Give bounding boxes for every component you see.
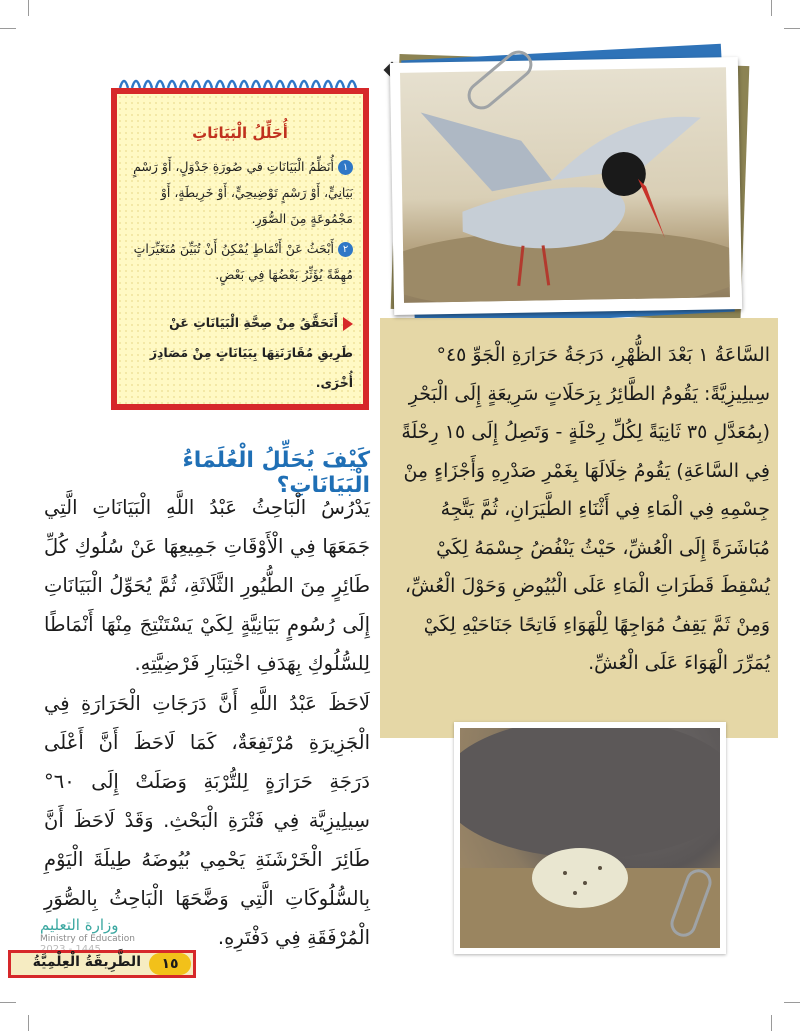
footer-inner	[11, 953, 193, 975]
check-note-text: أَتَحَقَّقُ مِنْ صِحَّةِ الْبَيَانَاتِ عَنْ طَرِيقِ مُقَارَنَتِهَا بِبَيَانَاتٍ مِنْ مَصَادِرَ أُخْرَى.	[149, 315, 353, 390]
ministry-name-en: Ministry of Education	[40, 934, 135, 944]
red-arrow-icon	[343, 317, 353, 331]
tern-illustration	[400, 67, 730, 303]
footer-bar	[8, 950, 196, 978]
number-badge: ١	[338, 160, 353, 175]
number-badge: ٢	[338, 242, 353, 257]
analyze-item-2	[131, 236, 353, 288]
photo-caption: السَّاعَةُ ١ بَعْدَ الظُّهْرِ، دَرَجَةُ حَرَارَةِ الْجَوِّ ٤٥° سِيلِيزِيَّةً: يَقُومُ الطَّائِرُ بِرَحَلَاتٍ سَرِيعَةٍ إِلَى الْبَحْرِ (بِمُعَدَّلِ ٣٥ ثَانِيَةً لِكُلِّ رِحْلَةٍ - وَتَصِلُ إِلَى ١٥ رِحْلَةً فِي السَّاعَةِ) يَقُومُ خِلَالَهَا بِغَمْرِ صَدْرِهِ وَأَجْزَاءٍ مِنْ جِسْمِهِ فِي الْمَاءِ فِي أَثْنَاءِ الطَّيَرَانِ، ثُمَّ يَتَّجِهُ مُبَاشَرَةً إِلَى الْعُشِّ، حَيْثُ يَنْفُضُ جِسْمَهُ لِكَيْ يُسْقِطَ قَطَرَاتِ الْمَاءِ عَلَى الْبُيُوضِ وَحَوْلَ الْعُشِّ، وَمِنْ ثَمَّ يَقِفُ مُوَاجِهًا لِلْهَوَاءِ فَاتِحًا جَنَاحَيْهِ لِكَيْ يُمَرِّرَ الْهَوَاءَ عَلَى الْعُشِّ.	[401, 344, 770, 674]
crop-mark	[28, 0, 29, 16]
analyze-item-text: أَبْحَثُ عَنْ أَنْمَاطٍ يُمْكِنُ أَنْ تُبَيِّنَ مُتَغَيِّرَاتٍ مُهِمَّةً يُؤَثِّرُ بَعْضُهَا فِي بَعْضٍ.	[133, 241, 353, 282]
analyze-box-inner	[117, 94, 363, 404]
crop-mark	[771, 1015, 772, 1031]
analyze-data-box	[111, 88, 369, 410]
ministry-name-ar: وزارة التعليم	[40, 916, 119, 934]
analyze-item-text: أُنَظِّمُ الْبَيَانَاتِ في صُورَةِ جَدْوَلٍ، أَوْ رَسْمٍ بَيَانِيٍّ، أَوْ رَسْمٍ تَوْضِيحِيٍّ، أَوْ خَرِيطَةٍ، أَوْ مَجْمُوعَةٍ مِنَ الصُّوَرِ.	[133, 159, 353, 226]
chapter-title: الطَّرِيقَةُ الْعِلْمِيَّةُ	[32, 954, 141, 970]
crop-mark	[0, 1002, 16, 1003]
page-number: ١٥	[149, 953, 191, 975]
crop-mark	[0, 28, 16, 29]
paragraph-1: يَدْرُسُ الْبَاحِثُ عَبْدُ اللَّهِ الْبَيَانَاتِ الَّتِي جَمَعَهَا فِي الْأَوْقَاتِ جَمِيعِهَا عَنْ سُلُوكِ كُلِّ طَائِرٍ مِنَ الطُّيُورِ الثَّلَاثَةِ، ثُمَّ يُحَوِّلُ الْبَيَانَاتِ إِلَى رُسُومٍ بَيَانِيَّةٍ لِكَيْ يَسْتَنْتِجَ مِنْهَا أَنْمَاطًا لِلسُّلُوكِ بِهَدَفِ اخْتِبَارِ فَرْضِيَّتِهِ.	[44, 496, 370, 675]
check-note	[131, 308, 353, 398]
tern-image	[400, 67, 730, 303]
tern-photo	[390, 57, 742, 315]
analyze-box-title: أُحَلِّلُ الْبَيَانَاتِ	[192, 124, 288, 142]
paragraph-2: لَاحَظَ عَبْدُ اللَّهِ أَنَّ دَرَجَاتِ الْحَرَارَةِ فِي الْجَزِيرَةِ مُرْتَفِعَةٌ، كَمَا لَاحَظَ أَنَّ أَعْلَى دَرَجَةِ حَرَارَةٍ لِلتُّرْبَةِ وَصَلَتْ إِلَى ٦٠° سِيلِيزِيَّة فِي فَتْرَةِ الْبَحْثِ. وَقَدْ لَاحَظَ أَنَّ طَائِرَ الْخَرْشَنَةِ يَحْمِي بُيُوضَهُ طِيلَةَ الْيَوْمِ بِالسُّلُوكَاتِ الَّتِي وَضَّحَهَا الْبَاحِثُ بِالصُّوَرِ الْمُرْفَقَةِ فِي دَفْتَرِهِ.	[44, 692, 370, 949]
analyze-item-1	[131, 154, 353, 232]
section-heading: كَيْفَ يُحَلِّلُ الْعُلَمَاءُ الْبَيَانَاتِ؟	[182, 448, 370, 498]
crop-mark	[771, 0, 772, 16]
crop-mark	[28, 1015, 29, 1031]
crop-mark	[784, 28, 800, 29]
crop-mark	[784, 1002, 800, 1003]
